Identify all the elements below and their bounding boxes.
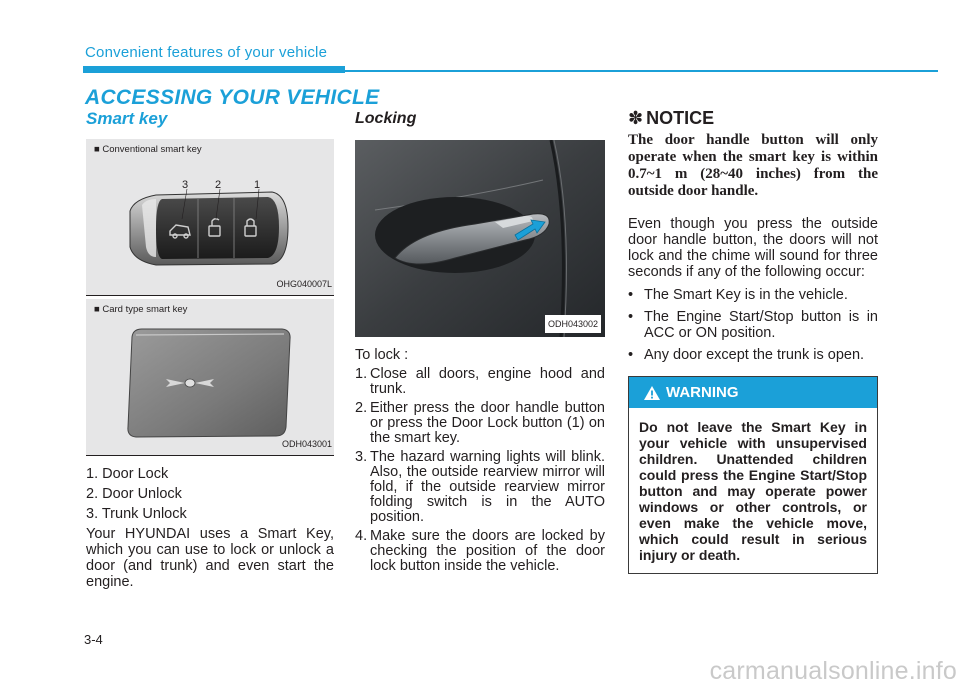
left-column: [86, 110, 334, 590]
step-number: 1.: [355, 366, 368, 382]
header-accent-bar: [83, 66, 345, 73]
header-rule: [345, 70, 938, 72]
list-item: 3. Trunk Unlock: [86, 506, 187, 522]
step-number: 2.: [355, 400, 368, 416]
bullet-icon: •: [628, 309, 634, 325]
key-button-list: [86, 466, 334, 522]
notice-star-icon: ✽: [628, 108, 644, 128]
watermark: carmanualsonline.info: [709, 657, 957, 685]
bullet-text: The Engine Start/Stop button is in ACC or ON position.: [644, 309, 878, 341]
warning-header: [629, 377, 877, 408]
bullet-icon: •: [628, 347, 634, 363]
figure-code: OHG040007L: [276, 279, 332, 289]
list-item: [628, 309, 878, 341]
list-item: 2. Door Unlock: [86, 486, 182, 502]
section-title: ACCESSING YOUR VEHICLE: [85, 86, 380, 109]
list-item: 1. Door Lock: [86, 466, 169, 482]
door-handle-figure: [355, 140, 605, 337]
step-text: Close all doors, engine hood and trunk.: [370, 366, 605, 397]
step-text: The hazard warning lights will blink. Also, the outside rearview mirror will fold, if the outside rearview mirror folding switch is in the AUTO position.: [370, 449, 605, 525]
list-item: [355, 450, 605, 525]
step-text: Either press the door handle button or press the Door Lock button (1) on the smart key.: [370, 400, 605, 446]
bullet-text: The Smart Key is in the vehicle.: [644, 287, 848, 303]
list-item: [628, 347, 878, 363]
list-item: [628, 287, 878, 303]
middle-column: [355, 110, 605, 578]
bullet-icon: •: [628, 287, 634, 303]
step-number: 3.: [355, 449, 368, 465]
right-column: [628, 110, 878, 574]
chapter-header: Convenient features of your vehicle: [85, 44, 328, 61]
warning-triangle-icon: [643, 385, 661, 401]
list-item: [355, 367, 605, 397]
smart-key-fob-illustration: [86, 139, 334, 295]
figure-caption: ■ Conventional smart key: [94, 144, 202, 155]
figure-code: ODH043002: [545, 315, 601, 333]
warning-box: [628, 376, 878, 574]
lock-steps-list: [355, 367, 605, 574]
smart-key-description: Your HYUNDAI uses a Smart Key, which you can use to lock or unlock a door (and trunk) and even start the engine.: [86, 526, 334, 590]
step-number: 4.: [355, 528, 368, 544]
lock-procedure-intro: To lock :: [355, 347, 409, 363]
conventional-smart-key-figure: [86, 139, 334, 295]
door-handle-illustration: [355, 140, 605, 337]
callout-3: 3: [182, 179, 189, 191]
warning-title: WARNING: [666, 383, 739, 401]
list-item: [355, 401, 605, 446]
list-item: [355, 529, 605, 574]
warning-text: Do not leave the Smart Key in your vehicle with unsupervised children. Unattended children could press the Engine Start/Stop button and may operate power windows or other controls, or even make the vehicle move, which could result in serious injury or death.: [639, 419, 867, 563]
figure-code: ODH043001: [281, 439, 332, 449]
card-smart-key-figure: [86, 299, 334, 455]
smart-key-heading: Smart key: [86, 109, 168, 128]
figure-divider: [86, 295, 334, 296]
figure-caption: ■ Card type smart key: [94, 304, 188, 315]
bullet-text: Any door except the trunk is open.: [644, 347, 865, 363]
notice-paragraph: Even though you press the outside door handle button, the doors will not lock and the chime will sound for three seconds if any of the following occur:: [628, 216, 878, 280]
notice-range-text: The door handle button will only operate when the smart key is within 0.7~1 m (28~40 inches) from the outside door handle.: [628, 132, 878, 199]
step-text: Make sure the doors are locked by checking the position of the door lock button inside the vehicle.: [370, 528, 605, 574]
locking-heading: Locking: [355, 110, 417, 127]
figure-divider: [86, 455, 334, 456]
card-key-illustration: [86, 299, 334, 455]
notice-title: NOTICE: [646, 108, 715, 128]
notice-bullet-list: [628, 287, 878, 363]
notice-heading: [628, 110, 878, 126]
page-number: 3-4: [84, 632, 103, 647]
callout-1: 1: [254, 179, 261, 191]
callout-2: 2: [215, 179, 222, 191]
